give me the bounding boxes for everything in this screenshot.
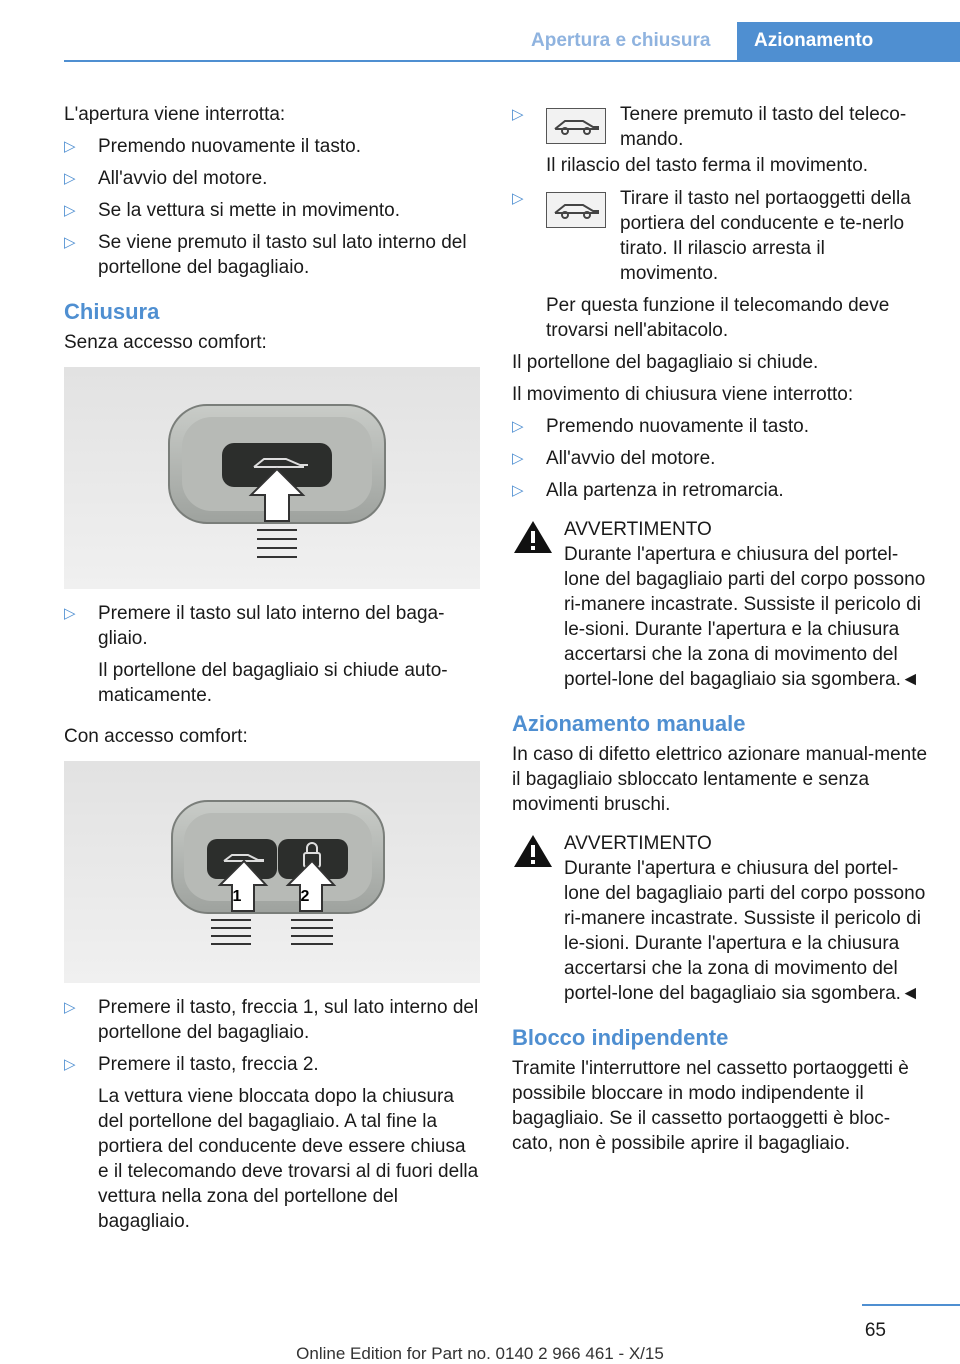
list-item: ▷ Se viene premuto il tasto sul lato interno del portellone del bagagliaio. xyxy=(64,232,467,278)
list-item: ▷ Premere il tasto, freccia 2. La vettura viene bloccata dopo la chiusura del portellone del bagagliaio. A tal fine la portiera del conducente deve essere chiusa e il telecomando deve trovarsi al di fuori della vettura nella zona del portellone del bagagliaio. xyxy=(64,1054,479,1232)
list-item: ▷ Se la vettura si mette in movimento. xyxy=(64,200,401,221)
triangle-bullet-icon: ▷ xyxy=(64,605,76,622)
heading-chiusura: Chiusura xyxy=(64,299,160,324)
list-item: ▷ All'avvio del motore. xyxy=(512,448,716,469)
warning-triangle-icon xyxy=(512,833,554,869)
car-trunk-icon xyxy=(546,108,606,144)
list-item: ▷ Tenere premuto il tasto del teleco-mando. xyxy=(512,104,907,150)
triangle-bullet-icon: ▷ xyxy=(512,106,524,123)
p1: Il portellone del bagagliaio si chiude. xyxy=(512,352,819,373)
list-item: ▷ Premere il tasto, freccia 1, sul lato interno del portellone del bagagliaio. xyxy=(64,997,479,1043)
heading-manuale: Azionamento manuale xyxy=(512,711,746,736)
photo-comfort-buttons xyxy=(64,761,480,983)
senza-text: Senza accesso comfort: xyxy=(64,332,267,353)
p2: Il movimento di chiusura viene interrotto: xyxy=(512,384,854,405)
page-header xyxy=(0,0,960,62)
item-e-sub: Per questa funzione il telecomando deve trovarsi nell'abitacolo. xyxy=(546,295,890,341)
car-trunk-icon xyxy=(546,192,606,228)
triangle-bullet-icon: ▷ xyxy=(64,202,76,219)
blocco-text: Tramite l'interruttore nel cassetto portaoggetti è possibile bloccare in modo indipendente il bagagliaio. Se il cassetto portaoggetti è bloc-cato, non è possibile aprire il bagagliaio. xyxy=(512,1058,909,1154)
section-title: Apertura e chiusura xyxy=(531,30,711,51)
right-column xyxy=(512,102,928,1163)
chapter-tab: Azionamento xyxy=(737,22,960,62)
warning-block: AVVERTIMENTO Durante l'apertura e chiusura del portel-lone del bagagliaio parti del corpo possono ri-manere incastrate. Sussiste il pericolo di le-sioni. Durante l'apertura e la chiusura accertarsi che la zona di movimento del portel-lone del bagagliaio sia sgombera.◄ xyxy=(512,517,928,692)
triangle-bullet-icon: ▷ xyxy=(64,138,76,155)
triangle-bullet-icon: ▷ xyxy=(512,450,524,467)
page-footer xyxy=(0,1304,960,1362)
triangle-bullet-icon: ▷ xyxy=(64,999,76,1016)
page-number: 65 xyxy=(864,1320,886,1341)
triangle-bullet-icon: ▷ xyxy=(64,170,76,187)
arrow-label-2: 2 xyxy=(300,888,310,905)
arrow-label-1: 1 xyxy=(232,888,242,905)
con-text: Con accesso comfort: xyxy=(64,726,248,747)
photo-trunk-button xyxy=(64,367,480,589)
warning-block: AVVERTIMENTO Durante l'apertura e chiusura del portel-lone del bagagliaio parti del corpo possono ri-manere incastrate. Sussiste il pericolo di le-sioni. Durante l'apertura e la chiusura accertarsi che la zona di movimento del portel-lone del bagagliaio sia sgombera.◄ xyxy=(512,831,928,1006)
triangle-bullet-icon: ▷ xyxy=(512,482,524,499)
warning-triangle-icon xyxy=(512,519,554,555)
list-item: ▷ Alla partenza in retromarcia. xyxy=(512,480,784,501)
list-item: ▷ Tirare il tasto nel portaoggetti della portiera del conducente e te-nerlo tirato. Il rilascio arresta il movimento. xyxy=(512,188,911,284)
manuale-text: In caso di difetto elettrico azionare manual-mente il bagagliaio sbloccato lentamente e senza movimenti bruschi. xyxy=(512,744,928,815)
item-d-sub: Il rilascio del tasto ferma il movimento. xyxy=(546,155,869,176)
list-item: ▷ Premere il tasto sul lato interno del baga-gliaio. Il portellone del bagagliaio si chiude auto-maticamente. xyxy=(64,603,448,706)
triangle-bullet-icon: ▷ xyxy=(512,190,524,207)
list-item: ▷ All'avvio del motore. xyxy=(64,168,268,189)
triangle-bullet-icon: ▷ xyxy=(64,1056,76,1073)
edition-note: Online Edition for Part no. 0140 2 966 461 - X/15 xyxy=(296,1344,664,1363)
intro-text: L'apertura viene interrotta: xyxy=(64,104,286,125)
footer-rule xyxy=(862,1304,960,1306)
list-item: ▷ Premendo nuovamente il tasto. xyxy=(64,136,361,157)
list-item: ▷ Premendo nuovamente il tasto. xyxy=(512,416,809,437)
heading-blocco: Blocco indipendente xyxy=(512,1025,729,1050)
triangle-bullet-icon: ▷ xyxy=(512,418,524,435)
left-column xyxy=(64,102,480,1241)
triangle-bullet-icon: ▷ xyxy=(64,234,76,251)
header-rule xyxy=(64,60,960,62)
